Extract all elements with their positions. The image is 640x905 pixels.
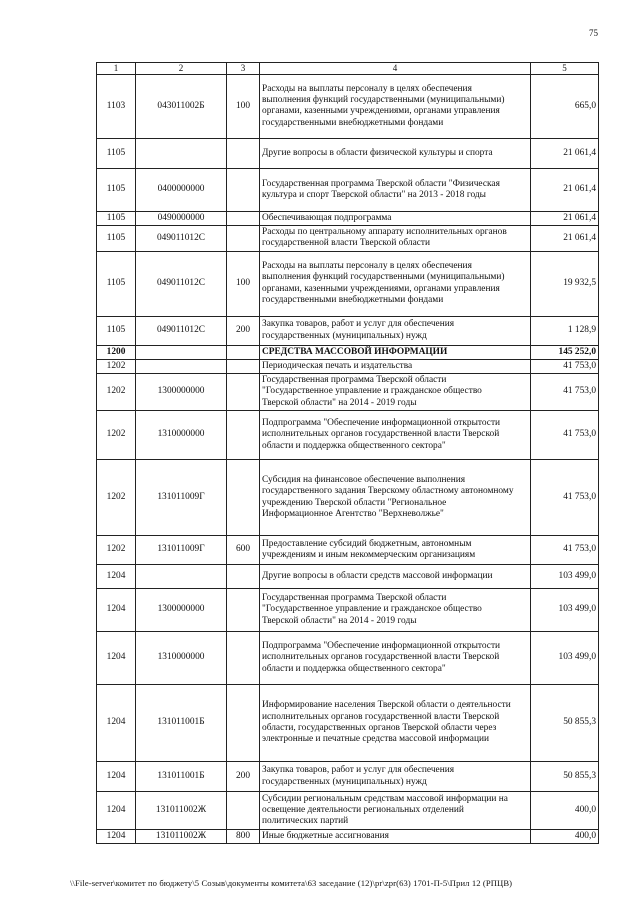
code-cell	[136, 359, 227, 373]
expense-type-cell	[227, 138, 260, 168]
description-cell: Другие вопросы в области средств массовой информации	[260, 565, 531, 589]
section-cell: 1202	[97, 536, 136, 565]
expense-type-cell	[227, 589, 260, 632]
amount-cell: 41 753,0	[531, 359, 599, 373]
code-cell: 131011001Б	[136, 762, 227, 792]
amount-cell: 400,0	[531, 792, 599, 830]
section-cell: 1204	[97, 762, 136, 792]
expense-type-cell	[227, 168, 260, 211]
code-cell: 043011002Б	[136, 74, 227, 138]
code-cell: 049011012С	[136, 226, 227, 252]
table-row	[97, 685, 599, 762]
code-cell: 1310000000	[136, 411, 227, 460]
header-row	[97, 63, 599, 75]
expense-type-cell	[227, 345, 260, 359]
code-cell: 0400000000	[136, 168, 227, 211]
amount-cell: 1 128,9	[531, 316, 599, 345]
budget-table	[96, 62, 599, 844]
description-cell: Государственная программа Тверской области "Физическая культура и спорт Тверской области" на 2013 - 2018 годы	[260, 168, 531, 211]
amount-cell: 145 252,0	[531, 345, 599, 359]
section-cell: 1204	[97, 792, 136, 830]
column-header-code: 2	[136, 63, 227, 75]
amount-cell: 50 855,3	[531, 685, 599, 762]
code-cell: 1300000000	[136, 589, 227, 632]
section-cell: 1204	[97, 565, 136, 589]
table-row	[97, 589, 599, 632]
expense-type-cell: 200	[227, 316, 260, 345]
expense-type-cell	[227, 565, 260, 589]
table-row	[97, 316, 599, 345]
expense-type-cell	[227, 374, 260, 411]
description-cell: Закупка товаров, работ и услуг для обеспечения государственных (муниципальных) нужд	[260, 316, 531, 345]
expense-type-cell: 200	[227, 762, 260, 792]
column-header-name: 4	[260, 63, 531, 75]
page-number: 75	[589, 28, 598, 38]
description-cell: Закупка товаров, работ и услуг для обеспечения государственных (муниципальных) нужд	[260, 762, 531, 792]
table-row	[97, 251, 599, 316]
amount-cell: 103 499,0	[531, 632, 599, 685]
amount-cell: 665,0	[531, 74, 599, 138]
code-cell: 049011012С	[136, 316, 227, 345]
description-cell: Расходы на выплаты персоналу в целях обеспечения выполнения функций государственными (муниципальными) органами, казенными учреждениями, органами управления государственными внебюджетными фондами	[260, 251, 531, 316]
section-cell: 1105	[97, 251, 136, 316]
code-cell: 1300000000	[136, 374, 227, 411]
code-cell: 131011002Ж	[136, 830, 227, 844]
table-row	[97, 211, 599, 225]
table-row	[97, 536, 599, 565]
code-cell: 1310000000	[136, 632, 227, 685]
table-header	[97, 63, 599, 75]
expense-type-cell: 100	[227, 251, 260, 316]
table-row	[97, 411, 599, 460]
file-path-footer: \\File-server\комитет по бюджету\5 Созыв\документы комитета\63 заседание (12)\pr\zpr(63) 1701-П-5\Прил 12 (РПЦВ)	[70, 878, 513, 888]
amount-cell: 41 753,0	[531, 536, 599, 565]
code-cell: 131011009Г	[136, 460, 227, 536]
amount-cell: 21 061,4	[531, 168, 599, 211]
expense-type-cell	[227, 211, 260, 225]
section-cell: 1202	[97, 411, 136, 460]
description-cell: Расходы на выплаты персоналу в целях обеспечения выполнения функций государственными (муниципальными) органами, казенными учреждениями, органами управления государственными внебюджетными фондами	[260, 74, 531, 138]
section-cell: 1204	[97, 685, 136, 762]
description-cell: Подпрограмма "Обеспечение информационной открытости исполнительных органов государственной власти Тверской области и поддержка общественного сектора"	[260, 632, 531, 685]
amount-cell: 19 932,5	[531, 251, 599, 316]
section-cell: 1200	[97, 345, 136, 359]
description-cell: Государственная программа Тверской области "Государственное управление и гражданское общество Тверской области" на 2014 - 2019 годы	[260, 589, 531, 632]
description-cell: Обеспечивающая подпрограмма	[260, 211, 531, 225]
expense-type-cell	[227, 359, 260, 373]
description-cell: Предоставление субсидий бюджетным, автономным учреждениям и иным некоммерческим организациям	[260, 536, 531, 565]
section-cell: 1204	[97, 830, 136, 844]
table-body	[97, 74, 599, 844]
code-cell: 131011001Б	[136, 685, 227, 762]
section-cell: 1105	[97, 138, 136, 168]
table-row	[97, 359, 599, 373]
description-cell: Иные бюджетные ассигнования	[260, 830, 531, 844]
table-row	[97, 138, 599, 168]
expense-type-cell	[227, 411, 260, 460]
description-cell: Субсидия на финансовое обеспечение выполнения государственного задания Тверскому областному автономному учреждению Тверской области "Региональное Информационное Агентство "Верхневолжье"	[260, 460, 531, 536]
amount-cell: 41 753,0	[531, 374, 599, 411]
table-row	[97, 762, 599, 792]
table-row	[97, 460, 599, 536]
description-cell: СРЕДСТВА МАССОВОЙ ИНФОРМАЦИИ	[260, 345, 531, 359]
section-cell: 1105	[97, 168, 136, 211]
expense-type-cell	[227, 226, 260, 252]
description-cell: Подпрограмма "Обеспечение информационной открытости исполнительных органов государственной власти Тверской области и поддержка общественного сектора"	[260, 411, 531, 460]
expense-type-cell: 800	[227, 830, 260, 844]
amount-cell: 41 753,0	[531, 460, 599, 536]
amount-cell: 41 753,0	[531, 411, 599, 460]
section-cell: 1105	[97, 226, 136, 252]
amount-cell: 21 061,4	[531, 226, 599, 252]
expense-type-cell: 100	[227, 74, 260, 138]
code-cell: 131011002Ж	[136, 792, 227, 830]
expense-type-cell	[227, 792, 260, 830]
column-header-type: 3	[227, 63, 260, 75]
code-cell: 131011009Г	[136, 536, 227, 565]
code-cell	[136, 138, 227, 168]
expense-type-cell: 600	[227, 536, 260, 565]
description-cell: Информирование населения Тверской области о деятельности исполнительных органов государственной власти Тверской области, государственных органов Тверской области через электронные и печатные средства массовой информации	[260, 685, 531, 762]
column-header-section: 1	[97, 63, 136, 75]
table-row	[97, 345, 599, 359]
amount-cell: 50 855,3	[531, 762, 599, 792]
amount-cell: 103 499,0	[531, 589, 599, 632]
amount-cell: 21 061,4	[531, 211, 599, 225]
table-row	[97, 792, 599, 830]
expense-type-cell	[227, 685, 260, 762]
table-row	[97, 830, 599, 844]
table-row	[97, 226, 599, 252]
description-cell: Государственная программа Тверской области "Государственное управление и гражданское общество Тверской области" на 2014 - 2019 годы	[260, 374, 531, 411]
expense-type-cell	[227, 632, 260, 685]
description-cell: Субсидии региональным средствам массовой информации на освещение деятельности региональных отделений политических партий	[260, 792, 531, 830]
table-row	[97, 168, 599, 211]
section-cell: 1202	[97, 374, 136, 411]
amount-cell: 103 499,0	[531, 565, 599, 589]
table-row	[97, 632, 599, 685]
description-cell: Расходы по центральному аппарату исполнительных органов государственной власти Тверской области	[260, 226, 531, 252]
code-cell: 0490000000	[136, 211, 227, 225]
amount-cell: 400,0	[531, 830, 599, 844]
amount-cell: 21 061,4	[531, 138, 599, 168]
section-cell: 1202	[97, 460, 136, 536]
section-cell: 1202	[97, 359, 136, 373]
table-row	[97, 565, 599, 589]
description-cell: Другие вопросы в области физической культуры и спорта	[260, 138, 531, 168]
code-cell	[136, 345, 227, 359]
column-header-amount: 5	[531, 63, 599, 75]
section-cell: 1204	[97, 632, 136, 685]
table-row	[97, 374, 599, 411]
expense-type-cell	[227, 460, 260, 536]
code-cell	[136, 565, 227, 589]
section-cell: 1105	[97, 211, 136, 225]
section-cell: 1204	[97, 589, 136, 632]
table-row	[97, 74, 599, 138]
description-cell: Периодическая печать и издательства	[260, 359, 531, 373]
code-cell: 049011012С	[136, 251, 227, 316]
section-cell: 1103	[97, 74, 136, 138]
section-cell: 1105	[97, 316, 136, 345]
